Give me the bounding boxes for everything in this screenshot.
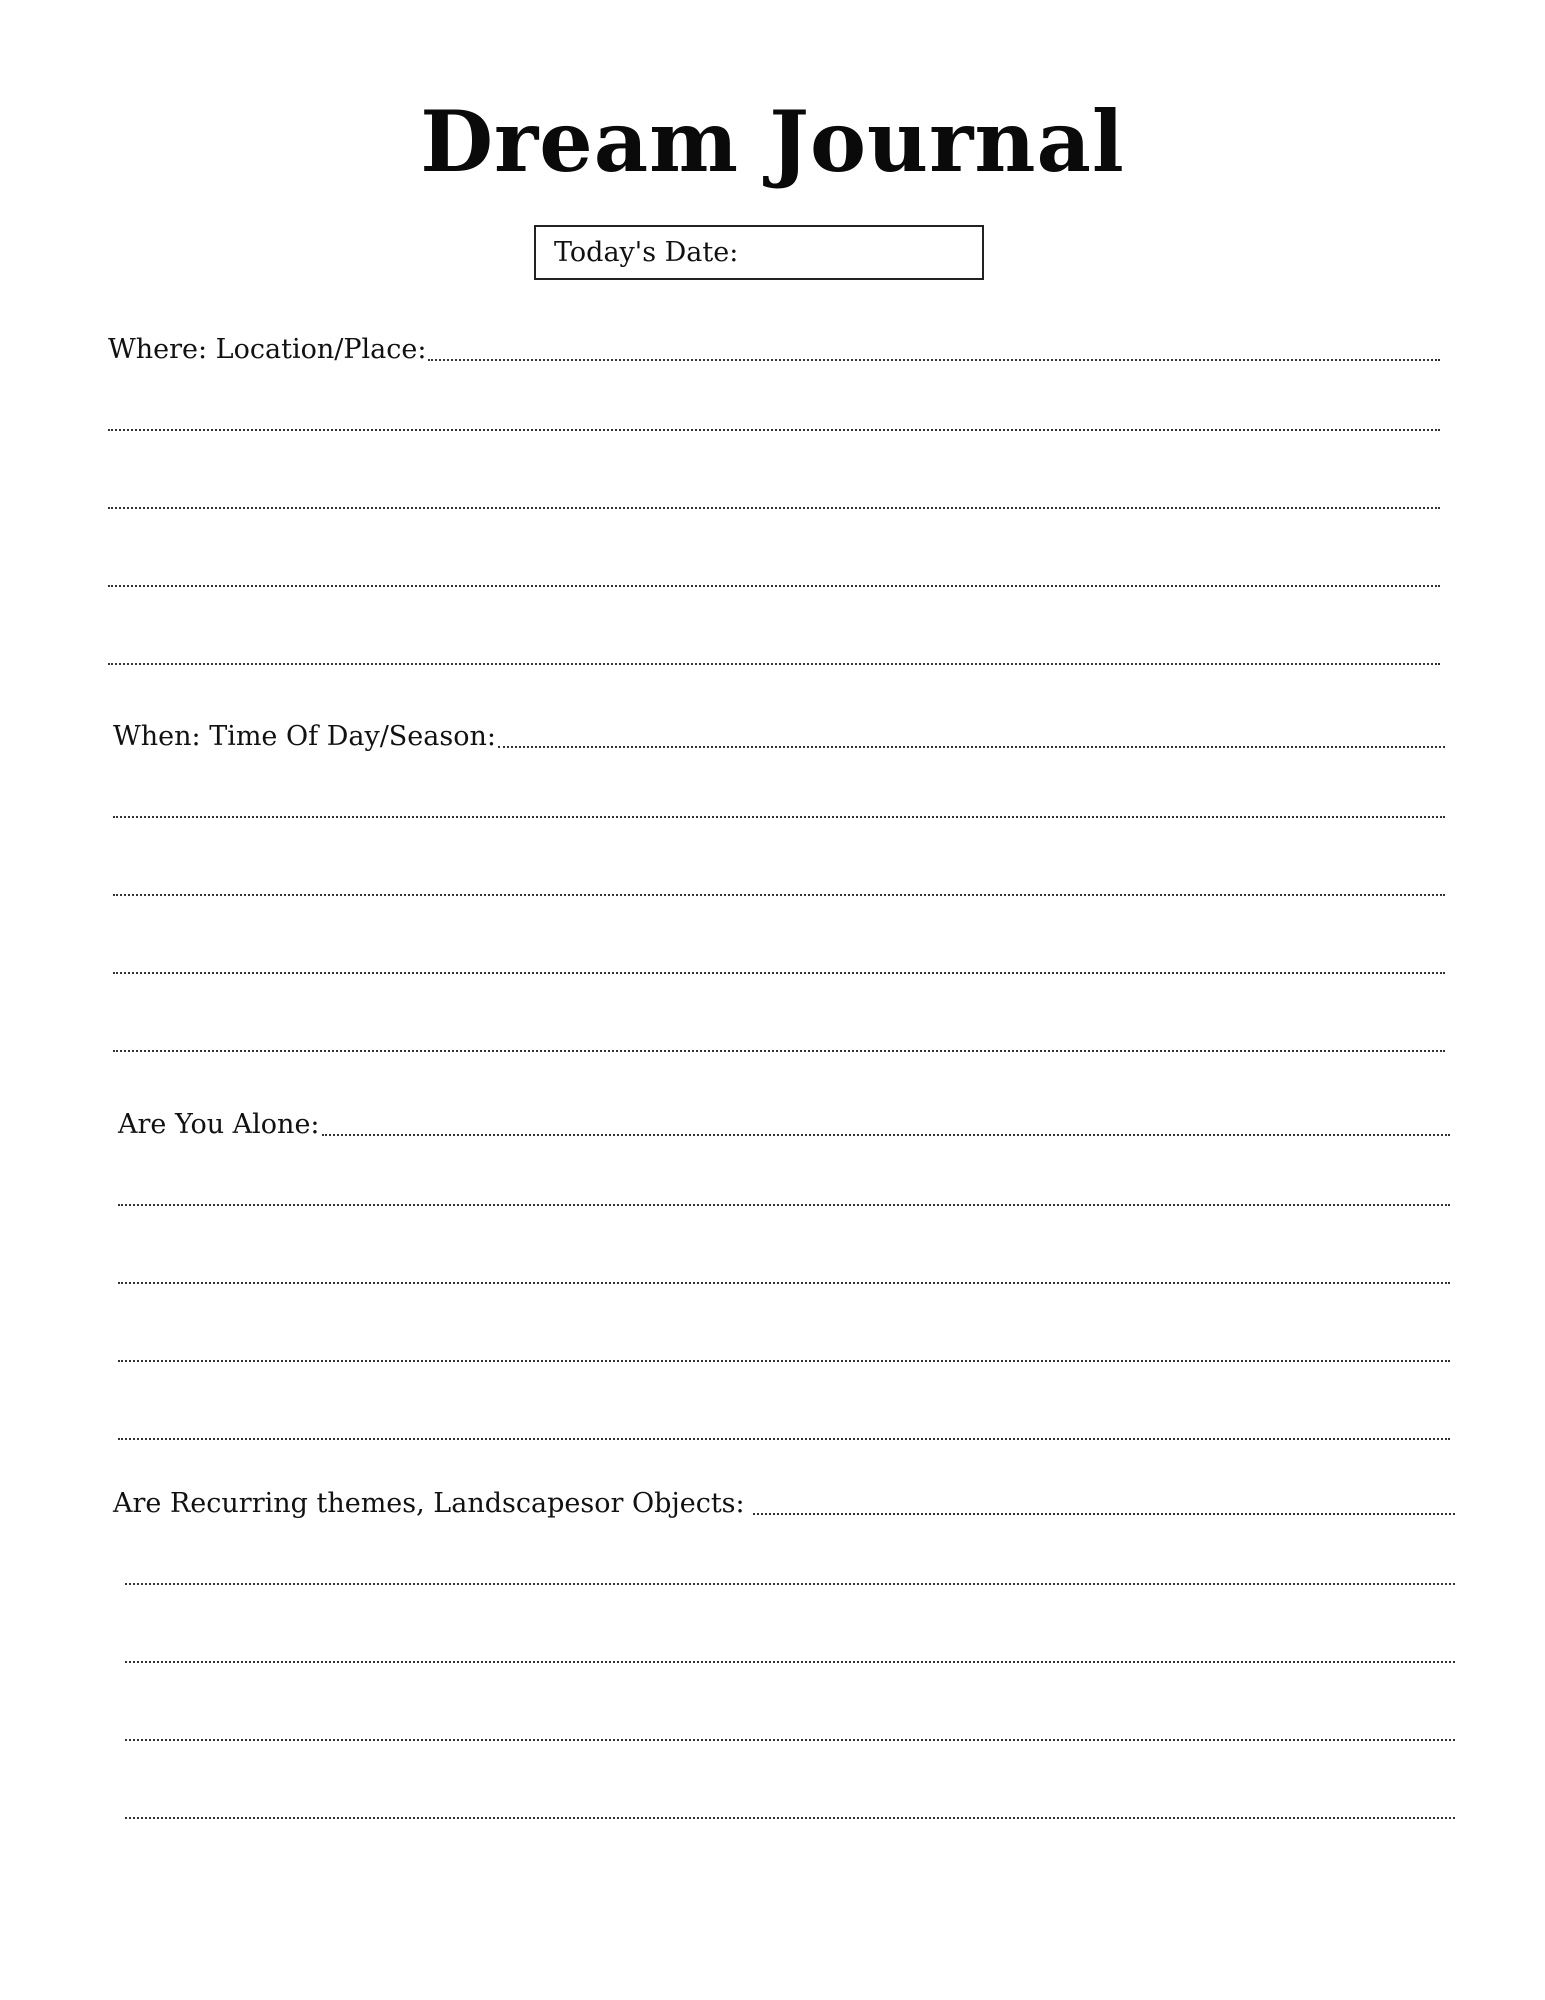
- write-line[interactable]: [125, 1583, 1455, 1585]
- write-line[interactable]: [428, 359, 1440, 361]
- section-recurring: [113, 1481, 1455, 1819]
- write-line[interactable]: [108, 663, 1440, 665]
- write-line[interactable]: [498, 746, 1445, 748]
- write-line[interactable]: [108, 429, 1440, 431]
- write-line[interactable]: [113, 816, 1445, 818]
- write-line[interactable]: [108, 585, 1440, 587]
- write-line[interactable]: [753, 1513, 1455, 1515]
- write-line[interactable]: [125, 1817, 1455, 1819]
- section-label: When: Time Of Day/Season:: [113, 721, 496, 752]
- write-line[interactable]: [118, 1282, 1450, 1284]
- page-title: Dream Journal: [420, 92, 1125, 191]
- section-alone: [118, 1102, 1450, 1440]
- write-line[interactable]: [322, 1134, 1450, 1136]
- section-label: Are Recurring themes, Landscapesor Objects:: [113, 1488, 745, 1519]
- section-when: [113, 714, 1445, 1052]
- date-field[interactable]: [534, 225, 984, 280]
- write-line[interactable]: [108, 507, 1440, 509]
- write-line[interactable]: [113, 1050, 1445, 1052]
- write-line[interactable]: [118, 1438, 1450, 1440]
- section-where: [108, 327, 1440, 665]
- write-line[interactable]: [113, 894, 1445, 896]
- write-line[interactable]: [118, 1360, 1450, 1362]
- write-line[interactable]: [113, 972, 1445, 974]
- write-line[interactable]: [125, 1739, 1455, 1741]
- write-line[interactable]: [118, 1204, 1450, 1206]
- section-label: Are You Alone:: [118, 1109, 320, 1140]
- write-line[interactable]: [125, 1661, 1455, 1663]
- section-label: Where: Location/Place:: [108, 334, 427, 365]
- date-label: Today's Date:: [554, 237, 739, 268]
